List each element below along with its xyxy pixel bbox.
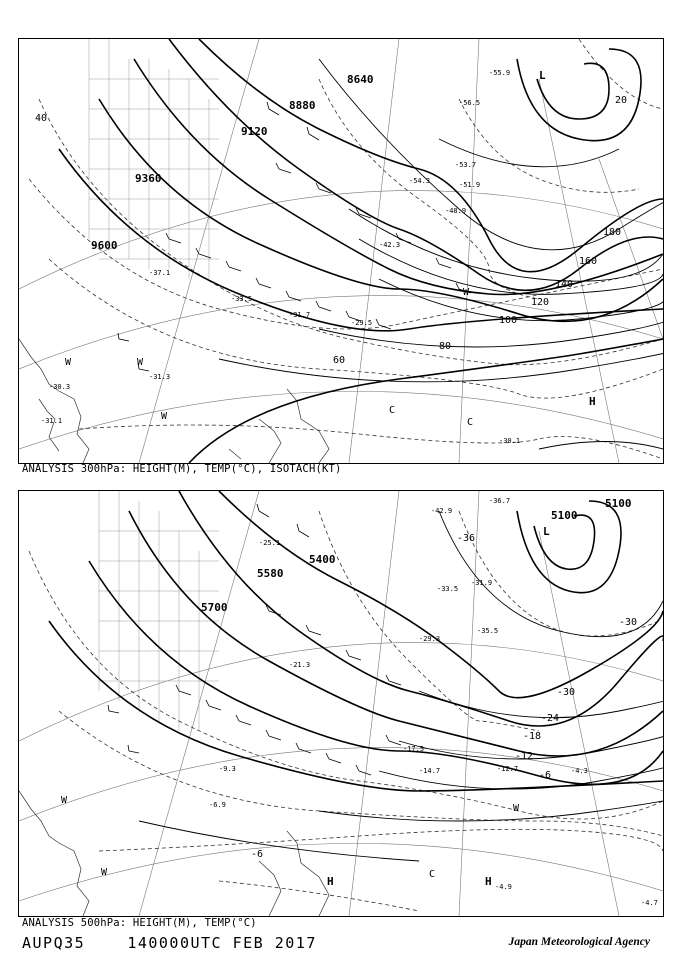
temperature-label: -17.5 [403,745,425,753]
low-center: L [539,69,546,82]
isotach-label: 160 [579,256,598,267]
isotach-label: 80 [439,341,452,352]
warm-center: W [513,803,520,814]
height-label: 8880 [289,99,316,112]
warm-center: W [137,357,144,368]
temperature-label: -4.9 [495,883,512,891]
temperature-label: -48.9 [445,207,467,215]
high-center: H [485,875,492,888]
map-300hpa-canvas [19,39,663,463]
temperature-label: -53.7 [455,161,477,169]
height-label: 5100 [605,497,632,510]
warm-center: W [161,411,168,422]
map-500hpa [18,490,664,917]
chart-identifier [22,934,317,952]
temperature-label: -35.5 [477,627,499,635]
pressure-centers-300 [65,69,596,428]
isotach-label: 60 [333,355,346,366]
height-label: 5100 [551,509,578,522]
temperature-label: -55.9 [489,69,511,77]
temperature-label: -29.5 [351,319,373,327]
isotherm-label: -12 [515,751,534,762]
warm-center: W [463,287,470,298]
height-contours-500 [49,491,663,791]
temperature-label: -30.3 [49,383,71,391]
temperature-label: -33.5 [437,585,459,593]
temperature-label: -6.9 [209,801,226,809]
temperature-label: -9.3 [219,765,236,773]
caption-300hpa: ANALYSIS 300hPa: HEIGHT(M), TEMP(°C), ISOTACH(KT) [22,463,342,475]
isotach-label: 40 [35,113,48,124]
warm-center: W [61,795,68,806]
temperature-label: -42.9 [431,507,453,515]
temperature-label: -21.3 [289,661,311,669]
height-label: 5400 [309,553,336,566]
isotach-label: 20 [615,95,628,106]
isotherm-label: -6 [251,849,264,860]
isotherms-500 [29,511,663,911]
cold-center: C [429,869,436,880]
temperature-label: -33.5 [231,295,253,303]
temperature-label: -54.3 [409,177,431,185]
isotach-label: 140 [555,279,574,290]
cold-center: C [467,417,474,428]
temperature-label: -37.1 [149,269,171,277]
isotherm-label: -24 [541,713,560,724]
temperature-label: -51.9 [459,181,481,189]
height-contours-300 [59,39,663,463]
temperature-label: -31.1 [41,417,63,425]
temperature-labels-500 [209,497,658,907]
isotherm-label: -30 [619,617,638,628]
temperature-label: -30.1 [499,437,521,445]
isotach-label: 180 [603,227,622,238]
agency-name: Japan Meteorological Agency [508,936,650,948]
map-300hpa [18,38,664,464]
graticule [19,491,663,916]
temperature-label: -29.3 [419,635,441,643]
temperature-labels-300 [41,69,520,445]
isotherm-label: -18 [523,731,542,742]
high-center: H [327,875,334,888]
caption-500hpa: ANALYSIS 500hPa: HEIGHT(M), TEMP(°C) [22,917,257,929]
isotherm-label: -30 [557,687,576,698]
temperature-label: -12.7 [497,765,519,773]
height-label: 8640 [347,73,374,86]
warm-center: W [65,357,72,368]
map-500hpa-canvas [19,491,663,916]
low-center: L [543,525,550,538]
temperature-label: -14.7 [419,767,441,775]
temperature-label: -4.3 [571,767,588,775]
temperature-label: -25.1 [259,539,281,547]
temperature-label: -31.9 [471,579,493,587]
wind-barbs-500 [108,504,401,775]
height-label: 9600 [91,239,118,252]
height-label: 5700 [201,601,228,614]
temperature-label: -4.7 [641,899,658,907]
cold-center: C [389,405,396,416]
chart-code: AUPQ35 [22,934,86,952]
isotach-label: 120 [531,297,550,308]
temperature-label: -31.7 [289,311,311,319]
valid-time: 140000UTC FEB 2017 [127,934,317,952]
height-labels-300 [91,73,374,252]
height-label: 9360 [135,172,162,185]
isotherm-label: -6 [539,770,552,781]
isotherm-label: -36 [457,533,476,544]
temperature-label: -42.3 [379,241,401,249]
warm-center: W [101,867,108,878]
height-label: 9120 [241,125,268,138]
temperature-label: -36.7 [489,497,511,505]
temperature-label: -31.3 [149,373,171,381]
temperature-label: -56.5 [459,99,481,107]
isotach-label: 100 [499,315,518,326]
isotherm-labels-500 [251,533,637,860]
height-label: 5580 [257,567,284,580]
high-center: H [589,395,596,408]
coastline [19,791,329,916]
